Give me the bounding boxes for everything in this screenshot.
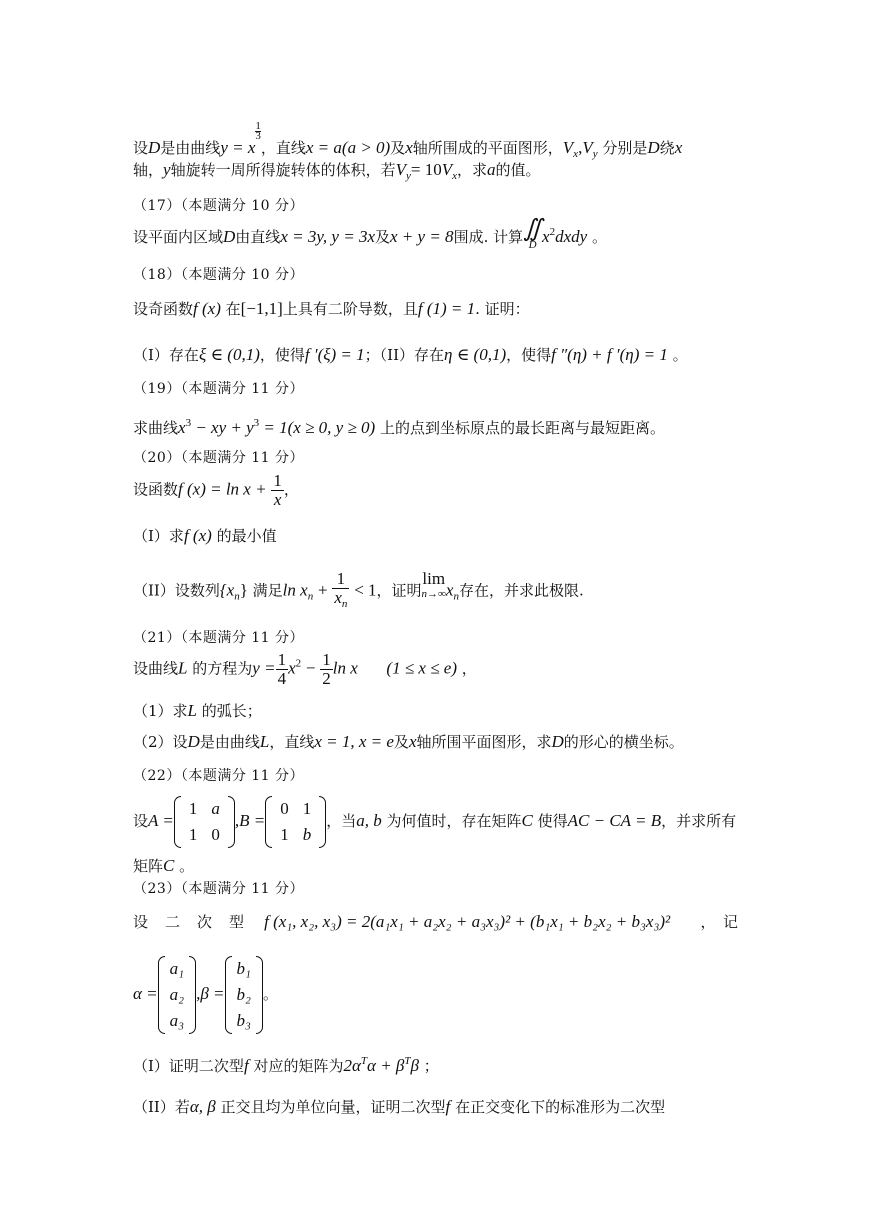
matrix-A (174, 796, 235, 848)
p21-text: 是由曲线 (199, 733, 260, 751)
p16-line1: 设D是由曲线y = x $^{\frac{1}{3}}$ ，直线x = a(a > 0)及x轴所围成的平面图形，$V_x,V_y$ 分别是D绕x (133, 120, 683, 160)
p16-Vx: V (562, 138, 574, 157)
p18-text: . 证明： (475, 300, 530, 318)
p21-f1-num: 1 (277, 650, 287, 669)
p16-text: 轴所围成的平面图形， (412, 139, 563, 157)
p18-parts (133, 345, 688, 365)
p16-var-y: y (163, 160, 171, 179)
p21-x2: x (288, 658, 296, 678)
p22-text: 矩阵 (133, 857, 164, 875)
p20-lim-word: lim (422, 569, 446, 588)
p17-header: （17）（本题满分 10 分） (133, 198, 305, 214)
p18-text: ，使得 (259, 346, 305, 364)
p21-y: y = (252, 658, 276, 678)
p16-var-x: x (405, 138, 413, 157)
p22-text: 为何值时，存在矩阵 (386, 812, 522, 830)
p16-Vy-cond: V (395, 160, 406, 179)
p20-ln: ln x (282, 580, 308, 600)
p18-fx: f (x) (193, 299, 221, 318)
p20-header: （20）（本题满分 11 分） (133, 450, 305, 466)
p20-text: 设函数 (133, 480, 179, 499)
p16-line2: 轴，y轴旋转一周所得旋转体的体积，若$V_y= 10V_x$，求a的值。 (133, 160, 541, 182)
p23-text: 设 二 次 型 (133, 913, 246, 931)
p21-frac1 (276, 651, 289, 688)
p16-Vx-cond: V (441, 160, 453, 179)
p16-text: 的值。 (495, 161, 541, 179)
p23-eq3: β (410, 1056, 419, 1075)
p22-text: ，当 (326, 812, 357, 830)
vec-cell: a₂ (169, 985, 185, 1004)
p21-text: 及 (393, 733, 409, 751)
p21-text: 的形心的横坐标。 (563, 733, 684, 751)
p18-header: （18）（本题满分 10 分） (133, 267, 305, 283)
p20-lim-sub: n→∞ (421, 588, 446, 600)
p19-text: 求曲线 (133, 419, 179, 437)
p20-ineq-tail: < 1 (354, 580, 377, 600)
p20-frac (271, 472, 284, 509)
p18-eq2: f ″(η) + f ′(η) = 1 (551, 345, 668, 364)
p20-plus: + (317, 580, 328, 600)
mat-cell: 1 (188, 825, 198, 844)
p21-L3: L (259, 732, 270, 751)
p23-alpha: α = (133, 984, 158, 1003)
p18-text: 上具有二阶导数，且 (282, 300, 418, 318)
p18-text: ，使得 (506, 346, 552, 364)
p17-text: 围成. 计算 (453, 228, 524, 246)
p23-f: f (243, 1056, 249, 1075)
p20-text: ，证明 (376, 581, 422, 600)
p22-header: （22）（本题满分 11 分） (133, 768, 305, 784)
p22-ab: a, b (356, 811, 382, 830)
p23-text: ， 记 (700, 913, 738, 931)
p16-curve: y = x (220, 138, 256, 157)
p18-text: （I）存在 (133, 346, 199, 364)
p20-frac-den: x (273, 490, 282, 509)
p23-quad: f (x₁, x₂, x₃) = 2(a₁x₁ + a₂x₂ + a₃x₃)² + (b₁x₁ + b₂x₂ + b₃x₃)² (264, 912, 671, 931)
p16-text: 轴， (133, 161, 164, 179)
p22-A: A = (148, 811, 174, 830)
p19-curve3: = 1(x ≥ 0, y ≥ 0) (259, 418, 376, 437)
p21-part1 (133, 701, 262, 721)
p16-line-eq: x = a(a > 0) (305, 138, 391, 157)
p23-part1: （I）证明二次型f 对应的矩阵为$2\alpha^T\alpha + \beta^T\beta$ ； (133, 1055, 439, 1075)
p16-exp-num: 1 (255, 120, 261, 132)
p16-text: 分别是 (602, 139, 648, 157)
p20-text: 的最小值 (216, 527, 277, 545)
mat-cell: 1 (188, 799, 198, 818)
p23-text: 在正交变化下的标准形为二次型 (455, 1098, 666, 1116)
p20-seq: {x (219, 580, 235, 600)
p21-text: 设曲线 (133, 659, 179, 678)
p19-header: （19）（本题满分 11 分） (133, 381, 305, 397)
matrix-B (265, 796, 326, 848)
int-region: D (528, 239, 537, 251)
p23-line (133, 912, 738, 932)
p20-line (133, 472, 299, 509)
p21-f1-den: 4 (277, 669, 287, 688)
double-integral: ∬ D (523, 216, 543, 251)
vector-beta (225, 956, 263, 1034)
p21-minus: − (305, 658, 316, 678)
vector-alpha (158, 956, 196, 1034)
p19-curve: x (178, 418, 186, 437)
p22-text: ，并求所有 (661, 812, 737, 830)
p18-eta: η ∈ (0,1) (444, 345, 507, 364)
p23-text: （II）若 (133, 1098, 190, 1116)
p19-line: 求曲线$x^3$ − xy + $y^3 = 1(x \ge 0$, y ≥ 0) 上的点到坐标原点的最长距离与最短距离。 (133, 417, 665, 437)
p20-lim-x: x (445, 580, 454, 600)
p21-D2: D (551, 732, 564, 751)
p21-L: L (178, 658, 188, 678)
p18-cond: f (1) = 1 (417, 299, 476, 318)
vec-cell: b₁ (236, 959, 251, 978)
p20-part2: （II）设数列$\{x_n\}$ 满足$\ln x_n$ + $\frac{1}{x_n}$ < 1，证明lim n→∞ $x_n$存在，并求此极限. (133, 570, 584, 613)
p16-var-a: a (487, 160, 496, 179)
p21-text: 的弧长； (201, 702, 262, 720)
p22-line (133, 796, 736, 848)
p17-text: 。 (591, 228, 607, 246)
p23-text: 。 (262, 985, 278, 1003)
p18-eq1: f ′(ξ) = 1 (304, 345, 365, 364)
p21-range: (1 ≤ x ≤ e) (386, 658, 457, 678)
p18-text: ；（II）存在 (364, 346, 445, 364)
p22-text: 设 (133, 812, 149, 830)
p22-C: C (521, 811, 533, 830)
p23-eq2: α + β (367, 1056, 405, 1075)
p18-text: 设奇函数 (133, 300, 194, 318)
p21-text: ， (461, 659, 477, 678)
p16-eq: = 10 (410, 160, 442, 179)
p16-var-D: D (148, 138, 161, 157)
p23-ab: α, β (189, 1097, 216, 1116)
p20-text: 存在，并求此极限. (458, 581, 584, 600)
p21-frac2 (320, 651, 333, 688)
p21-L2: L (187, 701, 198, 720)
p20-fx: f (x) (183, 526, 212, 545)
p20-frac-num: 1 (273, 471, 282, 490)
p20-ineq-num: 1 (332, 570, 349, 589)
p20-ineq-frac (332, 570, 349, 613)
p22-eq: AC − CA = B (567, 811, 662, 830)
p21-text: （2）设 (133, 733, 188, 751)
vec-cell: a₁ (169, 959, 185, 978)
p20-ineq-den-x: x (334, 588, 342, 607)
p20-fdef: f (x) = ln x + (178, 479, 267, 499)
mat-cell: 0 (211, 825, 220, 844)
p21-text: 的方程为 (192, 659, 253, 678)
p21-f2-num: 1 (322, 650, 331, 669)
p18-xi: ξ ∈ (0,1) (198, 345, 260, 364)
vec-cell: a₃ (169, 1011, 185, 1030)
p17-line3: x + y = 8 (390, 227, 454, 246)
p16-text: 是由曲线 (160, 139, 221, 157)
p18-text: 在 (225, 300, 241, 318)
p23-text: ； (423, 1057, 439, 1075)
p23-vectors (133, 956, 278, 1034)
p17-text: 设平面内区域 (133, 228, 224, 246)
p16-var-x2: x (674, 138, 683, 157)
p17-text: 由直线 (235, 228, 281, 246)
p20-ineq-den: $x_n$ (334, 588, 348, 610)
p23-text: 正交且均为单位向量，证明二次型 (220, 1098, 446, 1116)
p21-f2-den: 2 (322, 669, 331, 688)
p16-Vy: V (582, 138, 593, 157)
p19-curve2: − xy + y (191, 418, 254, 437)
p17-var-D: D (223, 227, 236, 246)
p20-text: （I）求 (133, 527, 184, 545)
p23-eq: 2α (343, 1056, 361, 1075)
vec-cell: b₂ (236, 985, 251, 1004)
mat-cell: 1 (280, 825, 289, 844)
p18-line (133, 299, 530, 319)
p16-text: 设 (133, 139, 149, 157)
p16-text: ，求 (456, 161, 487, 179)
p20-text: ， (283, 480, 299, 499)
p17-text: 及 (375, 228, 391, 246)
p20-lim (422, 570, 446, 600)
p20-text: 满足 (252, 581, 283, 600)
p21-D: D (187, 732, 200, 751)
mat-cell: a (211, 799, 220, 818)
p23-text: 对应的矩阵为 (253, 1057, 344, 1075)
p22-text: 使得 (537, 812, 568, 830)
p18-interval: [−1,1] (240, 299, 283, 318)
p17-line: 设平面内区域D由直线x = 3y, y = 3x及x + y = 8围成. 计算 ∬ D $x^2dxdy$ 。 (133, 216, 607, 251)
p21-line: 设曲线L 的方程为y = $\frac{1}{4}$ $x^2$ − $\frac{1}{2}$ ln x (1 ≤ x ≤ e) ， (133, 650, 477, 688)
p21-text: 轴所围平面图形，求 (416, 733, 552, 751)
p20-text: （II）设数列 (133, 581, 220, 600)
p16-text: 及 (390, 139, 406, 157)
p22-text: 。 (179, 857, 195, 875)
p22-B: ,B = (234, 811, 266, 830)
p16-text: ，直线 (260, 139, 306, 157)
p20-part1 (133, 526, 277, 546)
p17-integrand: x (542, 227, 550, 246)
p16-exp-den: 3 (255, 130, 261, 142)
p23-part2 (133, 1097, 665, 1117)
mat-cell: 0 (280, 799, 289, 818)
mat-cell: b (302, 825, 312, 844)
p22-C2: C (163, 856, 175, 875)
p16-text: 轴旋转一周所得旋转体的体积，若 (170, 161, 396, 179)
p21-ln: ln x (332, 658, 358, 678)
mat-cell: 1 (302, 799, 312, 818)
p21-text: ，直线 (269, 733, 315, 751)
p17-dxdy: dxdy (555, 227, 588, 246)
p19-text: 上的点到坐标原点的最长距离与最短距离。 (379, 419, 665, 437)
p21-header: （21）（本题满分 11 分） (133, 630, 305, 646)
p21-lines: x = 1, x = e (314, 732, 394, 751)
vec-cell: b₃ (236, 1011, 251, 1030)
p16-text: 绕 (659, 139, 675, 157)
p21-x: x (408, 732, 417, 751)
p18-text: 。 (672, 346, 688, 364)
p23-beta: ,β = (196, 984, 225, 1003)
p21-text: （1）求 (133, 702, 188, 720)
p23-f2: f (445, 1097, 451, 1116)
p17-lines: x = 3y, y = 3x (280, 227, 375, 246)
p23-text: （I）证明二次型 (133, 1057, 244, 1075)
p16-var-D2: D (647, 138, 660, 157)
p22-line2 (133, 856, 194, 876)
p23-header: （23）（本题满分 11 分） (133, 881, 305, 897)
p21-part2 (133, 732, 684, 752)
